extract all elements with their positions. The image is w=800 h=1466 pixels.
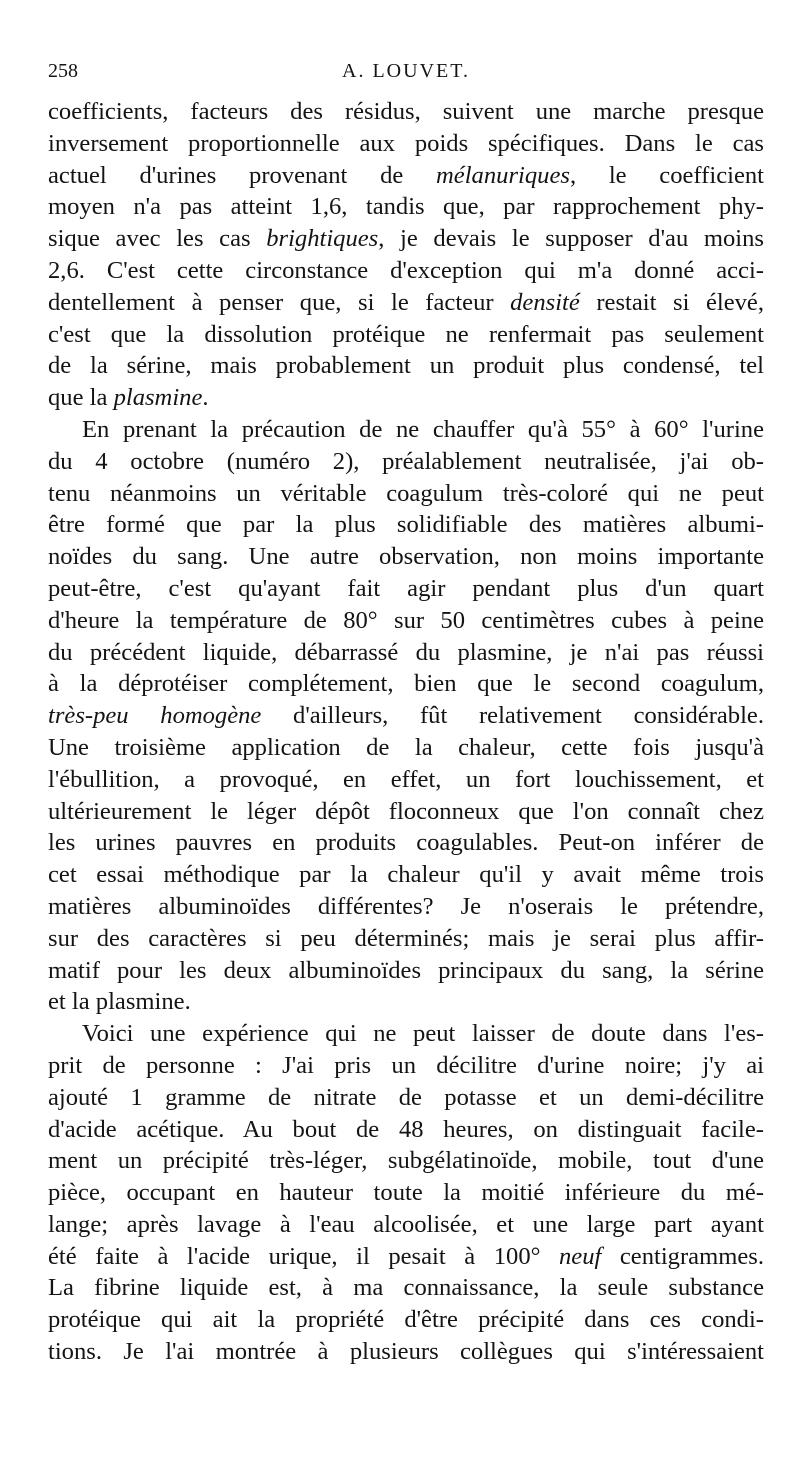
text-line [48, 191, 764, 223]
text-run: c'est que la dissolution protéique ne renfermait pas seulement [48, 320, 764, 348]
text-line [48, 541, 764, 573]
text-run: sur des caractères si peu déterminés; mais je serai plus affir- [48, 924, 764, 952]
text-line [48, 923, 764, 955]
text-line [48, 700, 764, 732]
text-line [48, 478, 764, 510]
text-run: matières albuminoïdes différentes? Je n'oserais le prétendre, [48, 892, 764, 920]
text-line [48, 1082, 764, 1114]
text-run: cet essai méthodique par la chaleur qu'il y avait même trois [48, 861, 764, 889]
running-head: A. LOUVET. [342, 60, 470, 82]
text-line [48, 1336, 764, 1368]
text-run: peut-être, c'est qu'ayant fait agir pendant plus d'un quart [48, 574, 764, 602]
text-line [48, 637, 764, 669]
text-run: ultérieurement le léger dépôt floconneux que l'on connaît chez [48, 797, 764, 825]
text-run: . [202, 384, 209, 412]
text-line [48, 827, 764, 859]
text-line [48, 859, 764, 891]
text-run: En prenant la précaution de ne chauffer qu'à 55° à 60° l'urine [82, 415, 764, 443]
text-run: tenu néanmoins un véritable coagulum très-coloré qui ne peut [48, 479, 764, 507]
text-run: 2,6. C'est cette circonstance d'exception qui m'a donné acci- [48, 256, 764, 284]
text-line [48, 732, 764, 764]
page-number: 258 [48, 60, 78, 82]
text-line [48, 255, 764, 287]
text-line [48, 955, 764, 987]
italic-run: densité [510, 288, 580, 316]
text-line [48, 223, 764, 255]
italic-run: plasmine [113, 384, 203, 412]
text-run: moyen n'a pas atteint 1,6, tandis que, par rapprochement phy- [48, 193, 764, 221]
text-run: ment un précipité très-léger, subgélatinoïde, mobile, tout d'une [48, 1147, 764, 1175]
text-run: centigrammes. [601, 1242, 764, 1270]
text-run: pièce, occupant en hauteur toute la moitié inférieure du mé- [48, 1179, 764, 1207]
text-line [48, 1304, 764, 1336]
text-line [48, 605, 764, 637]
text-run: sique avec les cas [48, 225, 267, 253]
italic-run: neuf [559, 1242, 602, 1270]
text-run: , je devais le supposer d'au moins [378, 225, 764, 253]
italic-run: brightiques [266, 225, 379, 253]
text-line [48, 1050, 764, 1082]
text-line [48, 96, 764, 128]
italic-run: mélanuriques [436, 161, 570, 189]
text-line [48, 986, 764, 1018]
text-line [48, 414, 764, 446]
text-line [48, 1177, 764, 1209]
text-run: protéique qui ait la propriété d'être précipité dans ces condi- [48, 1306, 764, 1334]
text-line [48, 382, 764, 414]
text-run: d'heure la température de 80° sur 50 centimètres cubes à peine [48, 606, 764, 634]
text-line [48, 1145, 764, 1177]
text-line [48, 573, 764, 605]
text-line [48, 128, 764, 160]
text-run: que la [48, 384, 114, 412]
text-line [48, 319, 764, 351]
text-run: dentellement à penser que, si le facteur [48, 288, 511, 316]
text-run: de la sérine, mais probablement un produit plus condensé, tel [48, 352, 764, 380]
text-run: Voici une expérience qui ne peut laisser de doute dans l'es- [82, 1020, 764, 1048]
text-run: été faite à l'acide urique, il pesait à 100° [48, 1242, 559, 1270]
text-run: inversement proportionnelle aux poids spécifiques. Dans le cas [48, 129, 764, 157]
body-text [48, 96, 764, 1368]
text-run: prit de personne : J'ai pris un décilitre d'urine noire; j'y ai [48, 1051, 764, 1079]
page-header [48, 60, 764, 90]
text-line [48, 764, 764, 796]
text-run: à la déprotéiser complétement, bien que le second coagulum, [48, 670, 764, 698]
text-run: La fibrine liquide est, à ma connaissance, la seule substance [48, 1274, 764, 1302]
text-run: lange; après lavage à l'eau alcoolisée, et une large part ayant [48, 1210, 764, 1238]
text-line [48, 287, 764, 319]
text-line [48, 668, 764, 700]
text-run: l'ébullition, a provoqué, en effet, un fort louchissement, et [48, 765, 764, 793]
text-run: noïdes du sang. Une autre observation, non moins importante [48, 543, 764, 571]
text-line [48, 1272, 764, 1304]
text-line [48, 509, 764, 541]
text-line [48, 350, 764, 382]
text-run: du précédent liquide, débarrassé du plasmine, je n'ai pas réussi [48, 638, 764, 666]
text-run: Une troisième application de la chaleur, cette fois jusqu'à [48, 733, 764, 761]
text-run: et la plasmine. [48, 988, 191, 1016]
text-run: les urines pauvres en produits coagulables. Peut-on inférer de [48, 829, 764, 857]
text-run: du 4 octobre (numéro 2), préalablement neutralisée, j'ai ob- [48, 447, 764, 475]
text-run: , le coefficient [569, 161, 764, 189]
text-run: actuel d'urines provenant de [48, 161, 437, 189]
text-run: être formé que par la plus solidifiable des matières albumi- [48, 511, 764, 539]
text-run: restait si élevé, [579, 288, 764, 316]
text-line [48, 160, 764, 192]
text-run: tions. Je l'ai montrée à plusieurs collègues qui s'intéressaient [48, 1338, 764, 1366]
text-line [48, 1018, 764, 1050]
text-line [48, 446, 764, 478]
text-run: matif pour les deux albuminoïdes principaux du sang, la sérine [48, 956, 764, 984]
italic-run: très-peu homogène [48, 702, 262, 730]
text-line [48, 796, 764, 828]
text-run: ajouté 1 gramme de nitrate de potasse et un demi-décilitre [48, 1083, 764, 1111]
text-run: d'ailleurs, fût relativement considérable. [261, 702, 764, 730]
text-line [48, 1114, 764, 1146]
text-line [48, 891, 764, 923]
text-line [48, 1209, 764, 1241]
text-run: d'acide acétique. Au bout de 48 heures, on distinguait facile- [48, 1115, 764, 1143]
text-run: coefficients, facteurs des résidus, suivent une marche presque [48, 98, 764, 125]
text-line [48, 1241, 764, 1273]
